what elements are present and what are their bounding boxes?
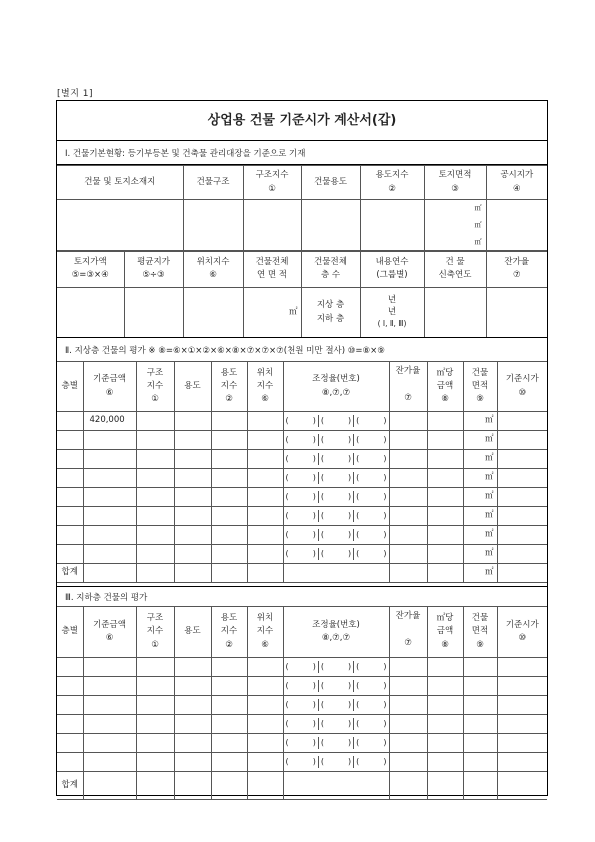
std-price-cell[interactable] xyxy=(497,696,547,715)
per-sqm-cell[interactable] xyxy=(427,734,463,753)
use-cell[interactable] xyxy=(174,545,211,564)
above-total-label: 합계 xyxy=(57,564,83,583)
per-sqm-cell[interactable] xyxy=(427,526,463,545)
base-price-cell[interactable] xyxy=(83,526,136,545)
location-index-cell[interactable] xyxy=(247,753,283,772)
input-residual-rate[interactable] xyxy=(486,288,547,338)
floor-cell[interactable] xyxy=(57,734,83,753)
area-cell[interactable]: ㎡ xyxy=(463,431,497,450)
struct-index-cell[interactable] xyxy=(136,507,174,526)
table-row xyxy=(57,715,547,734)
per-sqm-cell[interactable] xyxy=(427,677,463,696)
use-cell[interactable] xyxy=(174,696,211,715)
table-row xyxy=(57,734,547,753)
header-use: 건물용도 xyxy=(301,166,360,200)
section1-heading: Ⅰ. 건물기본현황: 등기부등본 및 건축물 관리대장을 기준으로 기재 xyxy=(57,141,547,165)
floor-cell[interactable] xyxy=(57,677,83,696)
header-struct-index: 구조지수 ① xyxy=(243,166,301,200)
per-sqm-cell[interactable] xyxy=(427,450,463,469)
input-built-year[interactable] xyxy=(424,288,486,338)
area-cell[interactable] xyxy=(463,658,497,677)
base-price-cell[interactable] xyxy=(83,431,136,450)
use-cell[interactable] xyxy=(174,469,211,488)
area-cell[interactable]: ㎡ xyxy=(463,488,497,507)
area-cell[interactable]: ㎡ xyxy=(463,507,497,526)
input-land-value[interactable] xyxy=(57,288,124,338)
table-row xyxy=(57,469,547,488)
table-row xyxy=(57,677,547,696)
per-sqm-cell[interactable] xyxy=(427,753,463,772)
header-use-index: 용도지수 ② xyxy=(360,166,424,200)
basic-info-table xyxy=(57,165,547,252)
struct-index-cell[interactable] xyxy=(136,696,174,715)
valuation-header-row xyxy=(57,251,547,288)
use-cell[interactable] xyxy=(174,526,211,545)
below-total-label: 합계 xyxy=(57,772,83,800)
location-index-cell[interactable] xyxy=(247,526,283,545)
col-struct-index: 구조 지수 ① xyxy=(136,607,174,658)
area-cell[interactable] xyxy=(463,696,497,715)
adjust-rate-cell[interactable]: ( ) ( ) ( ) xyxy=(283,469,389,488)
struct-index-cell[interactable] xyxy=(136,715,174,734)
form-frame xyxy=(56,100,548,796)
std-price-cell[interactable] xyxy=(497,658,547,677)
table-row xyxy=(57,545,547,564)
use-index-cell[interactable] xyxy=(211,488,247,507)
col-use-index: 용도 지수 ② xyxy=(211,607,247,658)
above-total-row xyxy=(57,564,547,583)
floor-cell[interactable] xyxy=(57,469,83,488)
input-useful-life[interactable]: 년 년 ( Ⅰ, Ⅱ, Ⅲ) xyxy=(360,288,424,338)
residual-cell[interactable] xyxy=(389,696,427,715)
struct-index-cell[interactable] xyxy=(136,677,174,696)
input-location-index[interactable] xyxy=(183,288,243,338)
adjust-rate-cell[interactable]: ( ) ( ) ( ) xyxy=(283,677,389,696)
input-land-area[interactable]: ㎡ ㎡ ㎡ xyxy=(424,200,486,252)
floor-cell[interactable] xyxy=(57,545,83,564)
residual-cell[interactable] xyxy=(389,677,427,696)
col-struct-index: 구조 지수 ① xyxy=(136,362,174,412)
per-sqm-cell[interactable] xyxy=(427,715,463,734)
col-use-index: 용도 지수 ② xyxy=(211,362,247,412)
location-index-cell[interactable] xyxy=(247,734,283,753)
use-cell[interactable] xyxy=(174,658,211,677)
floor-cell[interactable] xyxy=(57,507,83,526)
input-structure[interactable] xyxy=(183,200,243,252)
col-per-sqm: ㎡당 금액 ⑧ xyxy=(427,362,463,412)
adjust-rate-cell[interactable]: ( ) ( ) ( ) xyxy=(283,715,389,734)
location-index-cell[interactable] xyxy=(247,469,283,488)
per-sqm-cell[interactable] xyxy=(427,469,463,488)
table-row xyxy=(57,753,547,772)
area-cell[interactable]: ㎡ xyxy=(463,469,497,488)
residual-cell[interactable] xyxy=(389,469,427,488)
col-adjust-rate: 조정율(번호) ⑧,⑦,⑦ xyxy=(283,607,389,658)
above-total-area[interactable]: ㎡ xyxy=(463,564,497,583)
below-header-row xyxy=(57,607,547,658)
base-price-cell[interactable] xyxy=(83,715,136,734)
std-price-cell[interactable] xyxy=(497,753,547,772)
use-index-cell[interactable] xyxy=(211,526,247,545)
table-row xyxy=(57,696,547,715)
use-cell[interactable] xyxy=(174,450,211,469)
base-price-cell[interactable]: 420,000 xyxy=(83,412,136,431)
area-cell[interactable]: ㎡ xyxy=(463,450,497,469)
col-per-sqm: ㎡당 금액 ⑧ xyxy=(427,607,463,658)
table-row xyxy=(57,526,547,545)
std-price-cell[interactable] xyxy=(497,488,547,507)
floor-cell[interactable] xyxy=(57,753,83,772)
col-location-index: 위치 지수 ⑥ xyxy=(247,362,283,412)
use-index-cell[interactable] xyxy=(211,450,247,469)
residual-cell[interactable] xyxy=(389,412,427,431)
std-price-cell[interactable] xyxy=(497,412,547,431)
below-total-row xyxy=(57,772,547,800)
adjust-rate-cell[interactable]: ( ) ( ) ( ) xyxy=(283,488,389,507)
adjust-rate-cell[interactable]: ( ) ( ) ( ) xyxy=(283,753,389,772)
section2-heading: Ⅱ. 지상층 건물의 평가 ※ ⑧=⑥×①×②×⑥×⑧×⑦×⑦×⑦(천원 미만 절사) ⑩=⑧×⑨ xyxy=(57,337,547,361)
struct-index-cell[interactable] xyxy=(136,753,174,772)
std-price-cell[interactable] xyxy=(497,507,547,526)
std-price-cell[interactable] xyxy=(497,450,547,469)
use-index-cell[interactable] xyxy=(211,545,247,564)
per-sqm-cell[interactable] xyxy=(427,507,463,526)
floor-cell[interactable] xyxy=(57,431,83,450)
header-location-index: 위치지수 ⑥ xyxy=(183,251,243,288)
table-row xyxy=(57,488,547,507)
base-price-cell[interactable] xyxy=(83,734,136,753)
std-price-cell[interactable] xyxy=(497,545,547,564)
header-public-price: 공시지가 ④ xyxy=(486,166,547,200)
header-structure: 건물구조 xyxy=(183,166,243,200)
above-ground-table xyxy=(57,361,547,583)
residual-cell[interactable] xyxy=(389,753,427,772)
use-index-cell[interactable] xyxy=(211,431,247,450)
struct-index-cell[interactable] xyxy=(136,734,174,753)
section3-heading: Ⅲ. 지하층 건물의 평가 xyxy=(57,586,547,606)
floor-cell[interactable] xyxy=(57,526,83,545)
std-price-cell[interactable] xyxy=(497,715,547,734)
base-price-cell[interactable] xyxy=(83,450,136,469)
adjust-rate-cell[interactable]: ( ) ( ) ( ) xyxy=(283,696,389,715)
table-row xyxy=(57,507,547,526)
header-avg-land-price: 평균지가 ⑤÷③ xyxy=(124,251,183,288)
location-index-cell[interactable] xyxy=(247,450,283,469)
input-public-price[interactable] xyxy=(486,200,547,252)
adjust-rate-cell[interactable]: ( ) ( ) ( ) xyxy=(283,526,389,545)
struct-index-cell[interactable] xyxy=(136,488,174,507)
location-index-cell[interactable] xyxy=(247,715,283,734)
col-adjust-rate: 조정율(번호) ⑧,⑦,⑦ xyxy=(283,362,389,412)
std-price-cell[interactable] xyxy=(497,431,547,450)
adjust-rate-cell[interactable]: ( ) ( ) ( ) xyxy=(283,450,389,469)
std-price-cell[interactable] xyxy=(497,734,547,753)
col-std-price: 기준시가 ⑩ xyxy=(497,607,547,658)
table-row xyxy=(57,431,547,450)
floor-cell[interactable] xyxy=(57,696,83,715)
location-index-cell[interactable] xyxy=(247,488,283,507)
input-avg-land-price[interactable] xyxy=(124,288,183,338)
location-index-cell[interactable] xyxy=(247,431,283,450)
use-index-cell[interactable] xyxy=(211,696,247,715)
input-total-floors[interactable]: 지상 층 지하 층 xyxy=(301,288,360,338)
use-cell[interactable] xyxy=(174,734,211,753)
table-row xyxy=(57,658,547,677)
residual-cell[interactable] xyxy=(389,658,427,677)
above-header-row xyxy=(57,362,547,412)
col-base-price: 기준금액 ⑥ xyxy=(83,362,136,412)
struct-index-cell[interactable] xyxy=(136,545,174,564)
base-price-cell[interactable] xyxy=(83,696,136,715)
col-location-index: 위치 지수 ⑥ xyxy=(247,607,283,658)
base-price-cell[interactable] xyxy=(83,677,136,696)
struct-index-cell[interactable] xyxy=(136,412,174,431)
floor-cell[interactable] xyxy=(57,450,83,469)
std-price-cell[interactable] xyxy=(497,677,547,696)
table-row xyxy=(57,412,547,431)
per-sqm-cell[interactable] xyxy=(427,696,463,715)
use-index-cell[interactable] xyxy=(211,507,247,526)
location-index-cell[interactable] xyxy=(247,507,283,526)
adjust-rate-cell[interactable]: ( ) ( ) ( ) xyxy=(283,658,389,677)
header-land-area: 토지면적 ③ xyxy=(424,166,486,200)
area-cell[interactable]: ㎡ xyxy=(463,412,497,431)
use-cell[interactable] xyxy=(174,431,211,450)
use-index-cell[interactable] xyxy=(211,715,247,734)
use-cell[interactable] xyxy=(174,507,211,526)
per-sqm-cell[interactable] xyxy=(427,658,463,677)
col-base-price: 기준금액 ⑥ xyxy=(83,607,136,658)
location-index-cell[interactable] xyxy=(247,545,283,564)
header-location: 건물 및 토지소재지 xyxy=(57,166,183,200)
floor-cell[interactable] xyxy=(57,412,83,431)
use-index-cell[interactable] xyxy=(211,658,247,677)
input-use[interactable] xyxy=(301,200,360,252)
header-total-floors: 건물전체 층 수 xyxy=(301,251,360,288)
area-cell[interactable] xyxy=(463,753,497,772)
input-use-index[interactable] xyxy=(360,200,424,252)
col-std-price: 기준시가 ⑩ xyxy=(497,362,547,412)
per-sqm-cell[interactable] xyxy=(427,488,463,507)
base-price-cell[interactable] xyxy=(83,545,136,564)
location-index-cell[interactable] xyxy=(247,412,283,431)
floor-cell[interactable] xyxy=(57,488,83,507)
input-struct-index[interactable] xyxy=(243,200,301,252)
per-sqm-cell[interactable] xyxy=(427,545,463,564)
adjust-rate-cell[interactable]: ( ) ( ) ( ) xyxy=(283,507,389,526)
std-price-cell[interactable] xyxy=(497,526,547,545)
area-cell[interactable]: ㎡ xyxy=(463,526,497,545)
base-price-cell[interactable] xyxy=(83,753,136,772)
use-cell[interactable] xyxy=(174,715,211,734)
use-index-cell[interactable] xyxy=(211,677,247,696)
valuation-input-row xyxy=(57,288,547,338)
col-area: 건물 면적 ⑨ xyxy=(463,607,497,658)
adjust-rate-cell[interactable]: ( ) ( ) ( ) xyxy=(283,734,389,753)
area-cell[interactable] xyxy=(463,734,497,753)
use-index-cell[interactable] xyxy=(211,469,247,488)
input-total-floor-area[interactable]: ㎡ xyxy=(243,288,301,338)
location-index-cell[interactable] xyxy=(247,677,283,696)
struct-index-cell[interactable] xyxy=(136,450,174,469)
residual-cell[interactable] xyxy=(389,507,427,526)
adjust-rate-cell[interactable]: ( ) ( ) ( ) xyxy=(283,545,389,564)
form-title: 상업용 건물 기준시가 계산서(갑) xyxy=(57,101,547,141)
col-floor: 층별 xyxy=(57,362,83,412)
residual-cell[interactable] xyxy=(389,450,427,469)
adjust-rate-cell[interactable]: ( ) ( ) ( ) xyxy=(283,412,389,431)
col-floor: 층별 xyxy=(57,607,83,658)
per-sqm-cell[interactable] xyxy=(427,412,463,431)
use-index-cell[interactable] xyxy=(211,753,247,772)
struct-index-cell[interactable] xyxy=(136,469,174,488)
residual-cell[interactable] xyxy=(389,715,427,734)
header-useful-life: 내용연수 (그룹별) xyxy=(360,251,424,288)
use-cell[interactable] xyxy=(174,677,211,696)
col-use: 용도 xyxy=(174,362,211,412)
header-built-year: 건 물 신축연도 xyxy=(424,251,486,288)
floor-cell[interactable] xyxy=(57,658,83,677)
residual-cell[interactable] xyxy=(389,488,427,507)
use-index-cell[interactable] xyxy=(211,412,247,431)
residual-cell[interactable] xyxy=(389,526,427,545)
base-price-cell[interactable] xyxy=(83,507,136,526)
residual-cell[interactable] xyxy=(389,431,427,450)
struct-index-cell[interactable] xyxy=(136,526,174,545)
std-price-cell[interactable] xyxy=(497,469,547,488)
base-price-cell[interactable] xyxy=(83,469,136,488)
location-index-cell[interactable] xyxy=(247,658,283,677)
location-index-cell[interactable] xyxy=(247,696,283,715)
header-land-value: 토지가액 ⑤=③×④ xyxy=(57,251,124,288)
table-row xyxy=(57,450,547,469)
col-use: 용도 xyxy=(174,607,211,658)
col-area: 건물 면적 ⑨ xyxy=(463,362,497,412)
area-cell[interactable] xyxy=(463,715,497,734)
adjust-rate-cell[interactable]: ( ) ( ) ( ) xyxy=(283,431,389,450)
residual-cell[interactable] xyxy=(389,545,427,564)
col-residual: 잔가율 ⑦ xyxy=(389,607,427,658)
use-cell[interactable] xyxy=(174,753,211,772)
base-price-cell[interactable] xyxy=(83,658,136,677)
per-sqm-cell[interactable] xyxy=(427,431,463,450)
use-cell[interactable] xyxy=(174,412,211,431)
header-total-floor-area: 건물전체 연 면 적 xyxy=(243,251,301,288)
basic-info-input-row xyxy=(57,200,547,252)
floor-cell[interactable] xyxy=(57,715,83,734)
use-index-cell[interactable] xyxy=(211,734,247,753)
use-cell[interactable] xyxy=(174,488,211,507)
below-ground-table xyxy=(57,606,547,800)
basic-info-header-row xyxy=(57,166,547,200)
area-cell[interactable]: ㎡ xyxy=(463,545,497,564)
header-residual-rate: 잔가율 ⑦ xyxy=(486,251,547,288)
residual-cell[interactable] xyxy=(389,734,427,753)
area-cell[interactable] xyxy=(463,677,497,696)
valuation-info-table xyxy=(57,250,547,338)
base-price-cell[interactable] xyxy=(83,488,136,507)
struct-index-cell[interactable] xyxy=(136,658,174,677)
form-label: [별지 1] xyxy=(57,89,93,99)
struct-index-cell[interactable] xyxy=(136,431,174,450)
input-location[interactable] xyxy=(57,200,183,252)
col-residual: 잔가율 ⑦ xyxy=(389,362,427,412)
